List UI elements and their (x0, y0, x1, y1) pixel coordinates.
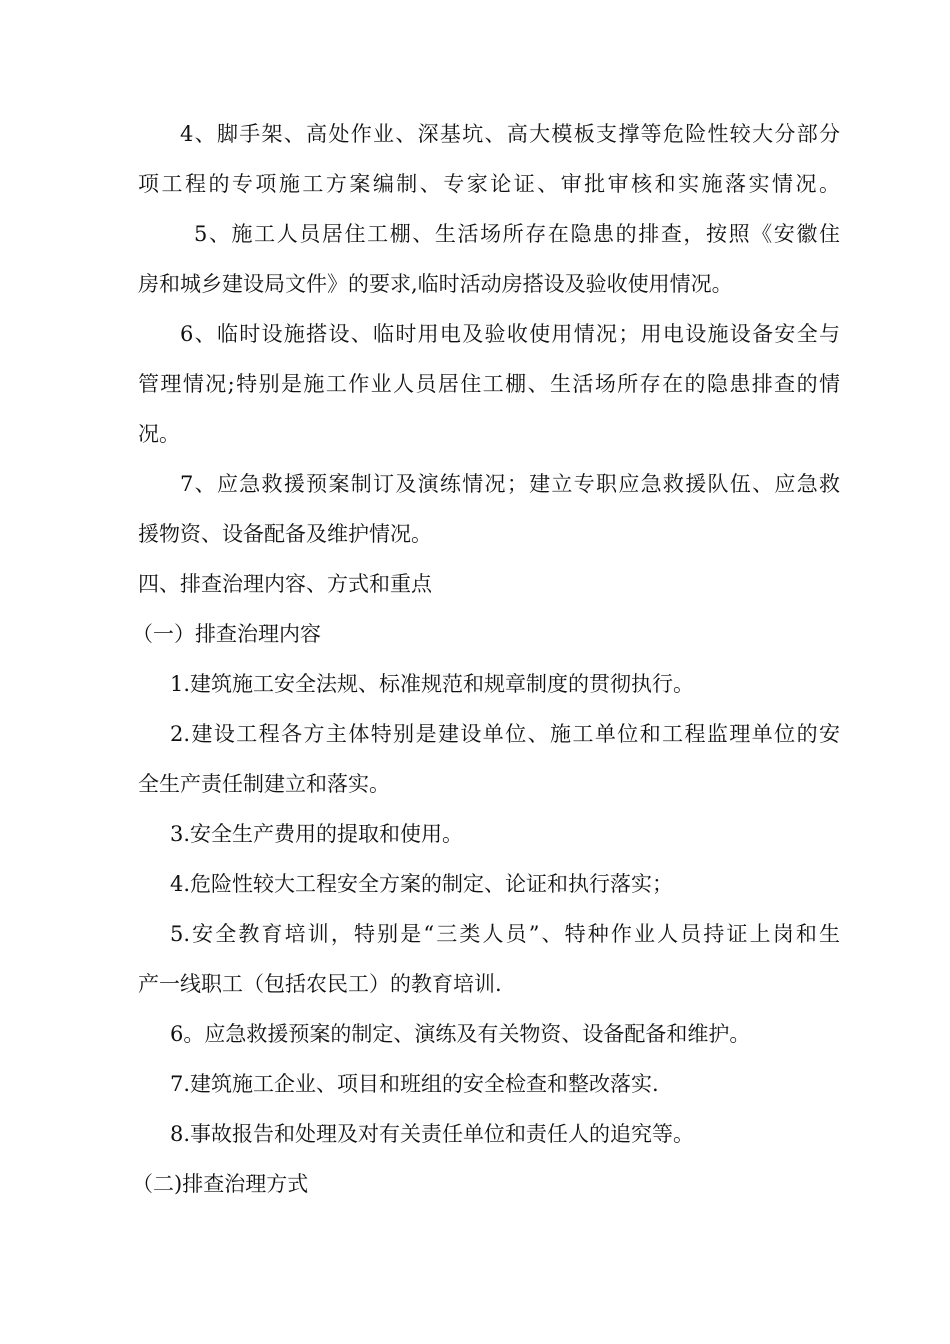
list-item: 2.建设工程各方主体特别是建设单位、施工单位和工程监理单位的安 (170, 722, 840, 746)
text-line: 项工程的专项施工方案编制、专家论证、审批审核和实施落实情况。 (138, 172, 840, 196)
list-item-continuation: 全生产责任制建立和落实。 (138, 772, 390, 796)
text-line: 7、应急救援预案制订及演练情况；建立专职应急救援队伍、应急救 (180, 472, 840, 496)
text-line: 5、施工人员居住工棚、生活场所存在隐患的排查，按照《安徽住 (194, 222, 840, 246)
text-line: 援物资、设备配备及维护情况。 (138, 522, 432, 546)
list-item: 1.建筑施工安全法规、标准规范和规章制度的贯彻执行。 (170, 672, 695, 696)
subsection-heading: （二)排查治理方式 (132, 1172, 309, 1196)
text-line: 管理情况;特别是施工作业人员居住工棚、生活场所存在的隐患排查的情 (138, 372, 840, 396)
section-heading: 四、排查治理内容、方式和重点 (138, 572, 432, 596)
text-line: 况。 (138, 422, 180, 446)
subsection-heading: （一）排查治理内容 (132, 622, 321, 646)
list-item-continuation: 产一线职工（包括农民工）的教育培训. (138, 972, 502, 996)
list-item: 5.安全教育培训，特别是“三类人员”、特种作业人员持证上岗和生 (170, 922, 840, 946)
list-item: 6。应急救援预案的制定、演练及有关物资、设备配备和维护。 (170, 1022, 751, 1046)
list-item: 7.建筑施工企业、项目和班组的安全检查和整改落实. (170, 1072, 659, 1096)
list-item: 4.危险性较大工程安全方案的制定、论证和执行落实； (170, 872, 674, 896)
text-line: 房和城乡建设局文件》的要求,临时活动房搭设及验收使用情况。 (138, 272, 733, 296)
text-line: 6、临时设施搭设、临时用电及验收使用情况；用电设施设备安全与 (180, 322, 840, 346)
list-item: 8.事故报告和处理及对有关责任单位和责任人的追究等。 (170, 1122, 695, 1146)
list-item: 3.安全生产费用的提取和使用。 (170, 822, 464, 846)
text-line: 4、脚手架、高处作业、深基坑、高大模板支撑等危险性较大分部分 (180, 122, 840, 146)
